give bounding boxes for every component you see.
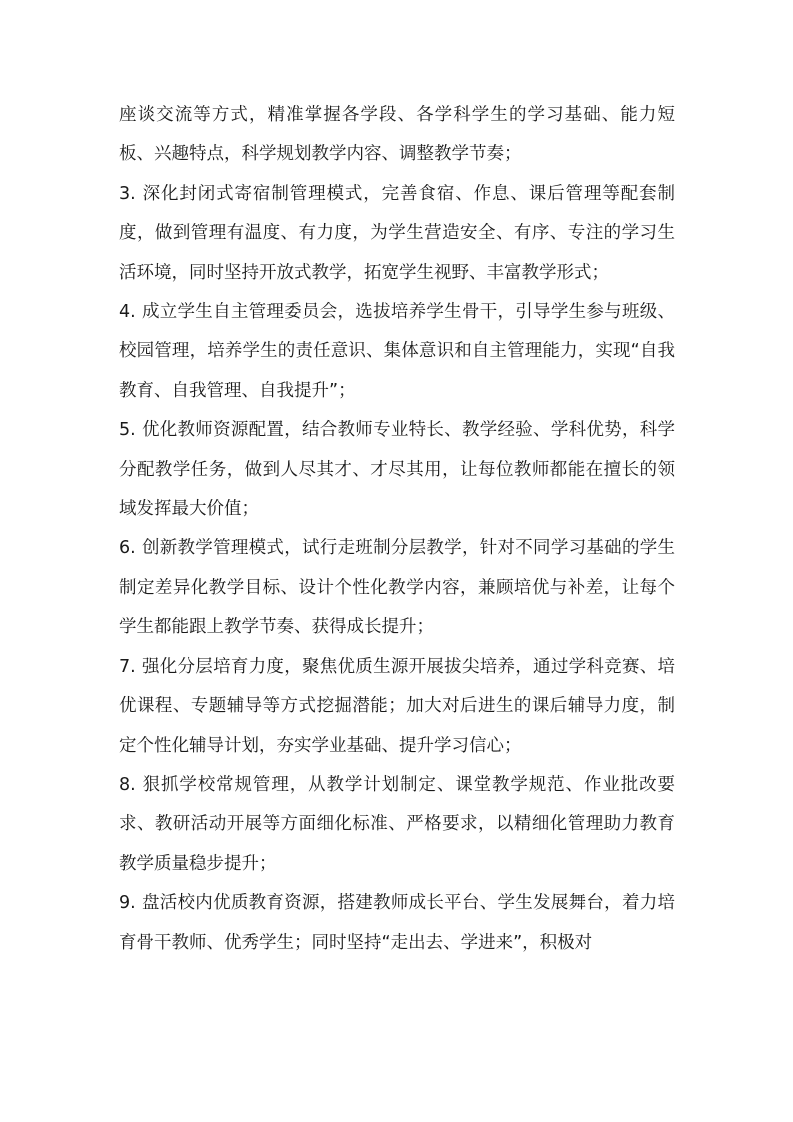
list-item: [119, 293, 675, 411]
list-item: [119, 766, 675, 884]
list-item-text: 成立学生自主管理委员会，选拔培养学生骨干，引导学生参与班级、校园管理，培养学生的责任意识、集体意识和自主管理能力，实现“自我教育、自我管理、自我提升”；: [119, 302, 675, 401]
list-item: [119, 411, 675, 529]
list-item-text: 创新教学管理模式，试行走班制分层教学，针对不同学习基础的学生制定差异化教学目标、设计个性化教学内容，兼顾培优与补差，让每个学生都能跟上教学节奏、获得成长提升；: [119, 538, 675, 638]
list-item-number: 5.: [119, 420, 136, 441]
list-item-number: 7.: [119, 656, 136, 677]
list-item-number: 9.: [119, 893, 136, 914]
list-item-text: 优化教师资源配置，结合教师专业特长、教学经验、学科优势，科学分配教学任务，做到人尽其才、才尽其用，让每位教师都能在擅长的领域发挥最大价值；: [119, 420, 675, 520]
paragraph-continuation: [119, 96, 675, 175]
document-body: [119, 96, 675, 963]
list-item-number: 3.: [119, 183, 136, 204]
list-item-text: 强化分层培育力度，聚焦优质生源开展拔尖培养，通过学科竞赛、培优课程、专题辅导等方式挖掘潜能；加大对后进生的课后辅导力度，制定个性化辅导计划，夯实学业基础、提升学习信心；: [119, 656, 675, 756]
list-item-text: 狠抓学校常规管理，从教学计划制定、课堂教学规范、作业批改要求、教研活动开展等方面细化标准、严格要求，以精细化管理助力教育教学质量稳步提升；: [119, 774, 675, 874]
list-item-number: 4.: [119, 302, 136, 323]
list-item-number: 6.: [119, 538, 136, 559]
list-item-number: 8.: [119, 774, 136, 795]
list-item: [119, 648, 675, 766]
list-item: [119, 529, 675, 647]
paragraph-text: 座谈交流等方式，精准掌握各学段、各学科学生的学习基础、能力短板、兴趣特点，科学规划教学内容、调整教学节奏；: [119, 105, 675, 165]
list-item: [119, 884, 675, 963]
list-item: [119, 175, 675, 293]
list-item-text: 盘活校内优质教育资源，搭建教师成长平台、学生发展舞台，着力培育骨干教师、优秀学生；同时坚持“走出去、学进来”，积极对: [119, 893, 675, 953]
list-item-text: 深化封闭式寄宿制管理模式，完善食宿、作息、课后管理等配套制度，做到管理有温度、有力度，为学生营造安全、有序、专注的学习生活环境，同时坚持开放式教学，拓宽学生视野、丰富教学形式；: [119, 183, 675, 283]
